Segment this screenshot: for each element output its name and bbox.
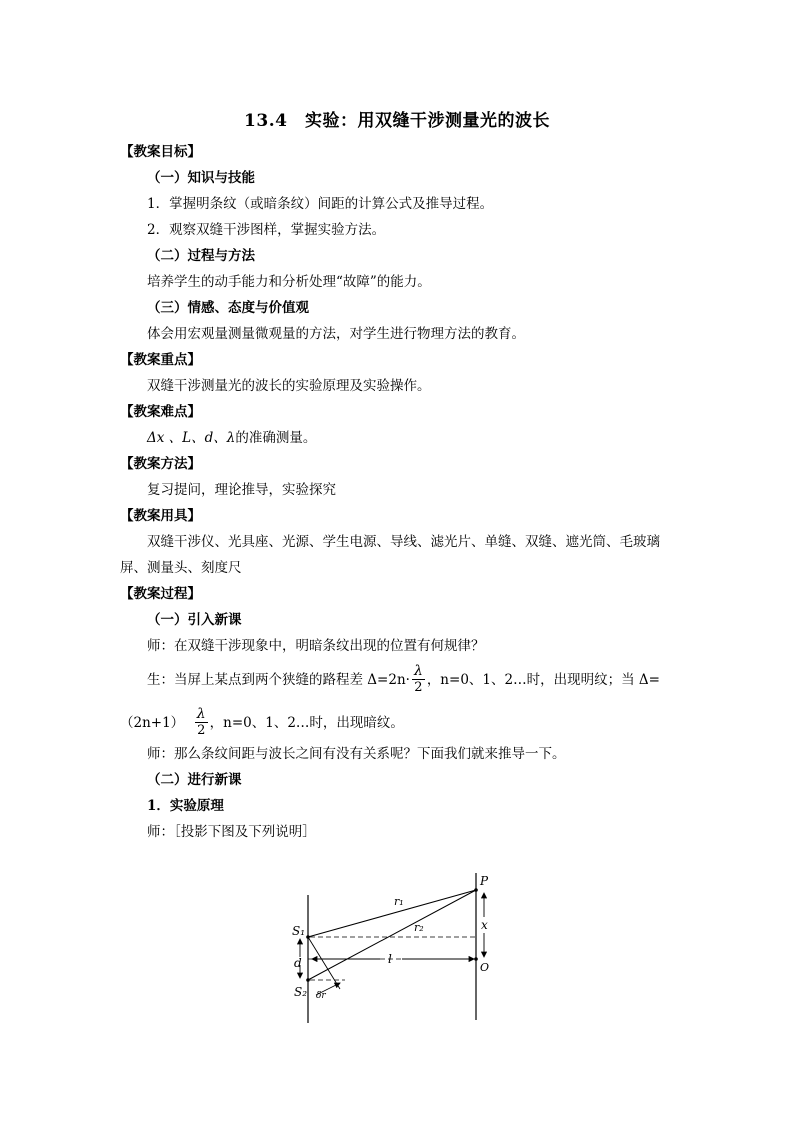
goal1-item1: 1．掌握明条纹（或暗条纹）间距的计算公式及推导过程。	[147, 196, 494, 212]
label-s1: S₁	[292, 924, 306, 938]
teacher-question-1: 师：在双缝干涉现象中，明暗条纹出现的位置有何规律？	[147, 638, 485, 654]
ray-r1	[308, 890, 476, 937]
label-p: P	[480, 874, 489, 888]
student-answer-part2: ，n=0、1、2…时，出现明纹；当 Δ=	[426, 672, 660, 688]
intro-heading: （一）引入新课	[147, 612, 242, 628]
teacher-question-2: 师：那么条纹间距与波长之间有没有关系呢？下面我们就来推导一下。	[147, 746, 566, 762]
key-text: 双缝干涉测量光的波长的实验原理及实验操作。	[147, 378, 431, 394]
difficulty-text: 的准确测量。	[235, 430, 317, 446]
principle-heading: 1．实验原理	[147, 798, 224, 814]
fraction-lambda-over-2	[412, 663, 425, 696]
point-s2	[306, 978, 310, 982]
label-r2: r₂	[414, 921, 424, 934]
process-heading: 【教案过程】	[120, 586, 201, 602]
goal3-text: 体会用宏观量测量微观量的方法，对学生进行物理方法的教育。	[147, 326, 525, 342]
tools-heading: 【教案用具】	[120, 508, 201, 524]
student-answer-line2-part2: ，n=0、1、2…时，出现暗纹。	[209, 715, 404, 731]
point-o	[474, 957, 478, 961]
goal1-item2: 2．观察双缝干涉图样，掌握实验方法。	[147, 222, 386, 238]
goal2-text: 培养学生的动手能力和分析处理“故障”的能力。	[147, 274, 431, 290]
goal3-heading: （三）情感、态度与价值观	[147, 300, 309, 316]
fraction-denominator-2: 2	[197, 723, 206, 738]
label-delta-r: δr	[316, 991, 326, 1001]
label-s2: S₂	[294, 985, 308, 999]
difficulty-symbols: Δx 、L、d、λ	[147, 430, 236, 446]
goal2-heading: （二）过程与方法	[147, 248, 255, 264]
point-s1	[306, 935, 310, 939]
key-heading: 【教案重点】	[120, 352, 201, 368]
fraction-lambda-over-2-second	[195, 706, 208, 739]
label-x: x	[481, 918, 488, 932]
fraction-denominator: 2	[414, 680, 423, 695]
student-answer-line2-part1: （2n+1）	[120, 715, 185, 731]
label-o: O	[480, 961, 490, 974]
difficulty-line	[147, 429, 316, 447]
student-answer-line2	[120, 707, 404, 740]
label-r1: r₁	[394, 895, 404, 908]
tools-line1: 双缝干涉仪、光具座、光源、学生电源、导线、滤光片、单缝、双缝、遮光筒、毛玻璃	[147, 534, 660, 550]
method-text: 复习提问，理论推导，实验探究	[147, 482, 336, 498]
label-l: l	[388, 952, 392, 966]
label-d: d	[294, 956, 302, 970]
new-lesson-heading: （二）进行新课	[147, 772, 242, 788]
perpendicular-s1	[308, 937, 340, 989]
goal1-heading: （一）知识与技能	[147, 170, 255, 186]
difficulty-heading: 【教案难点】	[120, 404, 201, 420]
student-answer-part1: 生：当屏上某点到两个狭缝的路程差 Δ=2n·	[147, 672, 410, 688]
student-answer-line1	[147, 664, 660, 697]
method-heading: 【教案方法】	[120, 456, 201, 472]
point-p	[474, 888, 478, 892]
fraction-numerator-2: λ	[196, 706, 206, 722]
fraction-numerator: λ	[413, 663, 423, 679]
ray-r2	[308, 890, 476, 980]
page-title: 13.4 实验：用双缝干涉测量光的波长	[244, 111, 550, 131]
double-slit-diagram	[280, 865, 520, 1030]
teacher-projection: 师：［投影下图及下列说明］	[147, 824, 316, 840]
goals-heading: 【教案目标】	[120, 144, 201, 160]
tools-line2: 屏、测量头、刻度尺	[120, 560, 242, 576]
